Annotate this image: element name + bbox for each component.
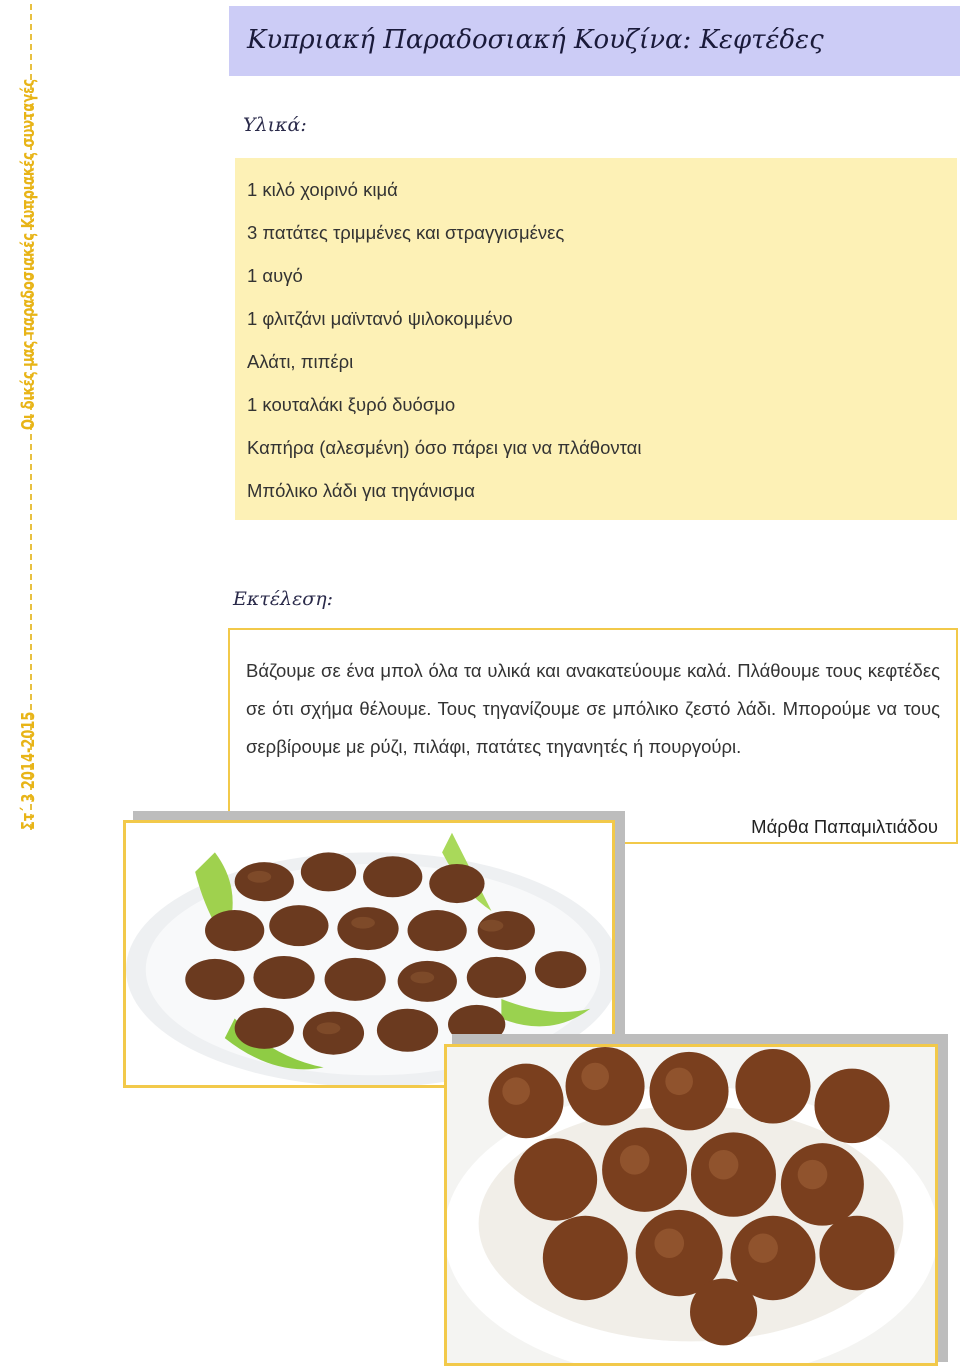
keftedes-bowl-photo <box>444 1044 938 1366</box>
bowl-illustration <box>447 1047 935 1363</box>
ingredients-box <box>235 158 957 520</box>
side-title: Οι δικές μας παραδοσιακές Κυπριακές συνταγές <box>18 78 39 431</box>
photo-bowl <box>444 1034 949 1366</box>
ingredient-item: Αλάτι, πιπέρι <box>247 351 354 372</box>
side-banner <box>0 0 39 830</box>
ingredient-item: 1 αυγό <box>247 265 303 286</box>
method-text: Βάζουμε σε ένα μπολ όλα τα υλικά και ανακατεύουμε καλά. Πλάθουμε τους κεφτέδες σε ότι σχήμα θέλουμε. Τους τηγανίζουμε σε μπόλικο ζεστό λάδι. Μπορούμε να τους σερβίρουμε με ρύζι, πιλάφι, πατάτες τηγανητές ή πουργούρι. <box>246 660 940 757</box>
ingredient-item: 1 φλιτζάνι μαϊντανό ψιλοκομμένο <box>247 308 513 329</box>
author-name: Μάρθα Παπαμιλτιάδου <box>751 816 938 837</box>
ingredient-item: 1 κουταλάκι ξυρό δυόσμο <box>247 394 456 415</box>
ingredients-heading: Υλικά: <box>243 114 307 136</box>
ingredient-item: 1 κιλό χοιρινό κιμά <box>247 179 398 200</box>
ingredient-item: 3 πατάτες τριμμένες και στραγγισμένες <box>247 222 565 243</box>
ingredients-list <box>247 168 641 512</box>
page-header <box>229 6 960 76</box>
ingredient-item: Καπήρα (αλεσμένη) όσο πάρει για να πλάθονται <box>247 437 642 458</box>
page-title: Κυπριακή Παραδοσιακή Κουζίνα: Κεφτέδες <box>247 25 824 55</box>
side-class-year: Στ΄ 3 2014-2015 <box>18 711 39 830</box>
method-heading: Εκτέλεση: <box>233 588 334 610</box>
ingredient-item: Μπόλικο λάδι για τηγάνισμα <box>247 480 476 501</box>
